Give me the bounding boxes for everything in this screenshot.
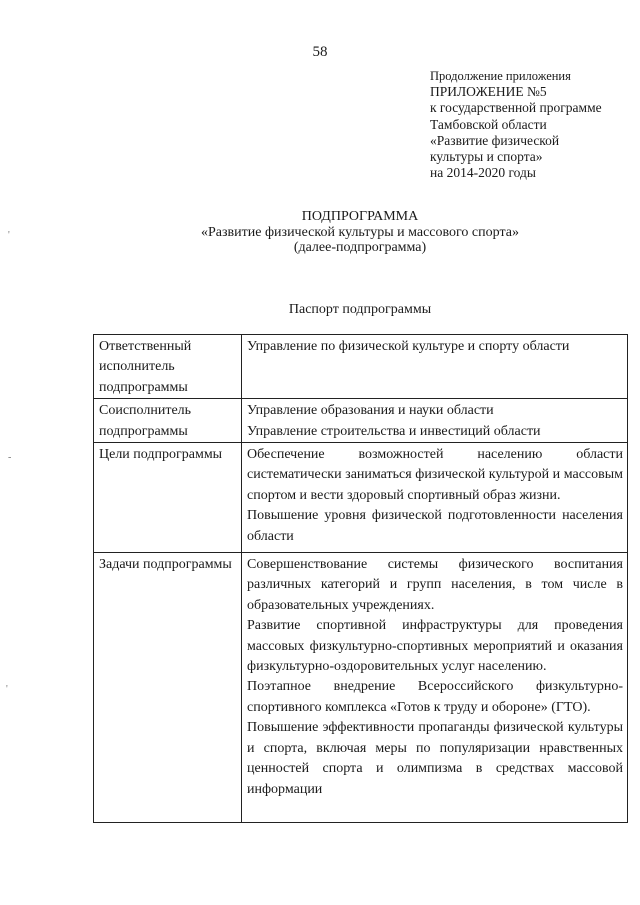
row-label: Цели подпрограммы (94, 443, 242, 553)
subprogram-heading: ПОДПРОГРАММА (301, 209, 419, 224)
row-value (242, 443, 628, 553)
row-value (242, 399, 628, 443)
subprogram-note: (далее-подпрограмма) (293, 240, 427, 255)
table-row (94, 553, 628, 823)
passport-title: Паспорт подпрограммы (288, 302, 432, 317)
row-value (242, 553, 628, 823)
table-row (94, 399, 628, 443)
row-label: Задачи подпрограммы (94, 553, 242, 823)
value-paragraph: Управление по физической культуре и спорту области (247, 339, 570, 354)
appendix-line: к государственной программе (430, 100, 602, 116)
scan-speck: ' (6, 684, 8, 695)
table-row (94, 335, 628, 399)
row-label: Ответственный исполнитель подпрограммы (94, 335, 242, 399)
scan-speck: ' (8, 230, 10, 241)
appendix-line: «Развитие физической (430, 132, 560, 148)
value-paragraph: Управление образования и науки области (247, 403, 494, 419)
table-row (94, 443, 628, 553)
subprogram-name: «Развитие физической культуры и массового спорта» (201, 224, 519, 240)
scan-speck: - (8, 452, 12, 463)
subprogram-header (0, 209, 640, 256)
appendix-continuation: Продолжение приложения (430, 69, 571, 83)
appendix-title: ПРИЛОЖЕНИЕ №5 (430, 84, 547, 100)
value-paragraph: Повышение эффективности пропаганды физической культуры и спорта, включая меры по популяризации нравственных ценностей спорта и олимпизма в средствах массовой информации (247, 720, 623, 797)
row-value (242, 335, 628, 399)
appendix-line: на 2014-2020 годы (430, 165, 536, 181)
passport-table (93, 334, 628, 823)
value-paragraph: Управление строительства и инвестиций области (247, 423, 541, 439)
value-paragraph: Повышение уровня физической подготовленности населения области (247, 508, 623, 544)
value-paragraph: Развитие спортивной инфраструктуры для проведения массовых физкультурно-спортивных мероприятий и оказания физкультурно-оздоровительных услуг населению. (247, 618, 623, 675)
appendix-line: культуры и спорта» (430, 149, 543, 165)
passport-table-body (94, 335, 628, 823)
value-paragraph: Обеспечение возможностей населению области систематически заниматься физической культурой и массовым спортом и вести здоровый спортивный образ жизни. (247, 447, 623, 503)
value-paragraph: Совершенствование системы физического воспитания различных категорий и групп населения, в том числе в образовательных учреждениях. (247, 557, 623, 613)
appendix-line: Тамбовской области (430, 116, 547, 132)
value-paragraph: Поэтапное внедрение Всероссийского физкультурно-спортивного комплекса «Готов к труду и обороне» (ГТО). (247, 679, 623, 715)
page-number: 58 (312, 44, 328, 60)
appendix-header (430, 68, 635, 181)
row-label: Соисполнитель подпрограммы (94, 399, 242, 443)
